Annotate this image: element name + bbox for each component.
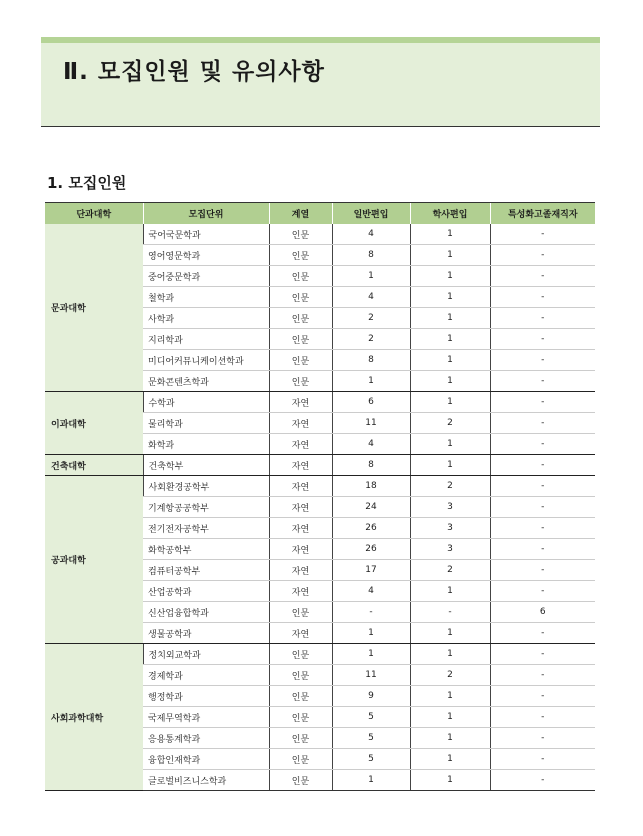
general-transfer-count: 1 — [332, 770, 410, 791]
vocational-worker-count: - — [490, 560, 595, 581]
track: 인문 — [269, 266, 332, 287]
vocational-worker-count: - — [490, 287, 595, 308]
track: 자연 — [269, 539, 332, 560]
table-row — [45, 392, 595, 413]
vocational-worker-count: - — [490, 665, 595, 686]
bachelor-transfer-count: 1 — [410, 707, 490, 728]
bachelor-transfer-count: 1 — [410, 623, 490, 644]
track: 자연 — [269, 455, 332, 476]
unit-name: 미디어커뮤니케이션학과 — [143, 350, 269, 371]
bachelor-transfer-count: 1 — [410, 371, 490, 392]
vocational-worker-count: - — [490, 371, 595, 392]
general-transfer-count: - — [332, 602, 410, 623]
column-header: 모집단위 — [143, 203, 269, 225]
unit-name: 사학과 — [143, 308, 269, 329]
unit-name: 화학공학부 — [143, 539, 269, 560]
unit-name: 융합인재학과 — [143, 749, 269, 770]
vocational-worker-count: - — [490, 455, 595, 476]
general-transfer-count: 5 — [332, 728, 410, 749]
bachelor-transfer-count: 1 — [410, 224, 490, 245]
section-title: 1. 모집인원 — [47, 174, 127, 192]
table-row — [45, 644, 595, 665]
vocational-worker-count: 6 — [490, 602, 595, 623]
general-transfer-count: 2 — [332, 308, 410, 329]
vocational-worker-count: - — [490, 623, 595, 644]
track: 인문 — [269, 728, 332, 749]
vocational-worker-count: - — [490, 728, 595, 749]
vocational-worker-count: - — [490, 434, 595, 455]
unit-name: 철학과 — [143, 287, 269, 308]
general-transfer-count: 1 — [332, 371, 410, 392]
column-header: 단과대학 — [45, 203, 143, 225]
general-transfer-count: 1 — [332, 644, 410, 665]
track: 인문 — [269, 350, 332, 371]
bachelor-transfer-count: 1 — [410, 308, 490, 329]
unit-name: 신산업융합학과 — [143, 602, 269, 623]
unit-name: 정치외교학과 — [143, 644, 269, 665]
track: 인문 — [269, 371, 332, 392]
general-transfer-count: 26 — [332, 539, 410, 560]
bachelor-transfer-count: 2 — [410, 413, 490, 434]
table-row — [45, 224, 595, 245]
unit-name: 전기전자공학부 — [143, 518, 269, 539]
track: 자연 — [269, 476, 332, 497]
vocational-worker-count: - — [490, 392, 595, 413]
table-body — [45, 224, 595, 791]
college-name: 사회과학대학 — [45, 644, 143, 791]
table-header-row — [45, 203, 595, 225]
column-header: 특성화고졸재직자 — [490, 203, 595, 225]
bachelor-transfer-count: 1 — [410, 434, 490, 455]
general-transfer-count: 1 — [332, 623, 410, 644]
bachelor-transfer-count: 2 — [410, 665, 490, 686]
general-transfer-count: 4 — [332, 224, 410, 245]
general-transfer-count: 4 — [332, 581, 410, 602]
unit-name: 국제무역학과 — [143, 707, 269, 728]
track: 자연 — [269, 497, 332, 518]
general-transfer-count: 6 — [332, 392, 410, 413]
bachelor-transfer-count: - — [410, 602, 490, 623]
unit-name: 글로벌비즈니스학과 — [143, 770, 269, 791]
vocational-worker-count: - — [490, 224, 595, 245]
vocational-worker-count: - — [490, 518, 595, 539]
unit-name: 사회환경공학부 — [143, 476, 269, 497]
track: 인문 — [269, 287, 332, 308]
unit-name: 영어영문학과 — [143, 245, 269, 266]
bachelor-transfer-count: 1 — [410, 287, 490, 308]
bachelor-transfer-count: 1 — [410, 266, 490, 287]
track: 인문 — [269, 749, 332, 770]
track: 자연 — [269, 623, 332, 644]
vocational-worker-count: - — [490, 644, 595, 665]
vocational-worker-count: - — [490, 329, 595, 350]
bachelor-transfer-count: 1 — [410, 245, 490, 266]
track: 자연 — [269, 518, 332, 539]
column-header: 일반편입 — [332, 203, 410, 225]
bachelor-transfer-count: 1 — [410, 350, 490, 371]
vocational-worker-count: - — [490, 770, 595, 791]
chapter-title: Ⅱ. 모집인원 및 유의사항 — [63, 59, 325, 85]
track: 인문 — [269, 329, 332, 350]
track: 인문 — [269, 224, 332, 245]
unit-name: 수학과 — [143, 392, 269, 413]
bachelor-transfer-count: 2 — [410, 476, 490, 497]
unit-name: 건축학부 — [143, 455, 269, 476]
general-transfer-count: 4 — [332, 434, 410, 455]
general-transfer-count: 9 — [332, 686, 410, 707]
general-transfer-count: 8 — [332, 455, 410, 476]
track: 인문 — [269, 707, 332, 728]
college-name: 이과대학 — [45, 392, 143, 455]
unit-name: 컴퓨터공학부 — [143, 560, 269, 581]
general-transfer-count: 1 — [332, 266, 410, 287]
general-transfer-count: 2 — [332, 329, 410, 350]
unit-name: 문화콘텐츠학과 — [143, 371, 269, 392]
track: 자연 — [269, 434, 332, 455]
vocational-worker-count: - — [490, 686, 595, 707]
bachelor-transfer-count: 1 — [410, 686, 490, 707]
vocational-worker-count: - — [490, 413, 595, 434]
general-transfer-count: 11 — [332, 413, 410, 434]
unit-name: 기계항공공학부 — [143, 497, 269, 518]
bachelor-transfer-count: 1 — [410, 644, 490, 665]
bachelor-transfer-count: 2 — [410, 560, 490, 581]
track: 자연 — [269, 581, 332, 602]
bachelor-transfer-count: 3 — [410, 518, 490, 539]
unit-name: 응용통계학과 — [143, 728, 269, 749]
unit-name: 물리학과 — [143, 413, 269, 434]
general-transfer-count: 4 — [332, 287, 410, 308]
column-header: 계열 — [269, 203, 332, 225]
bachelor-transfer-count: 1 — [410, 749, 490, 770]
vocational-worker-count: - — [490, 539, 595, 560]
unit-name: 산업공학과 — [143, 581, 269, 602]
bachelor-transfer-count: 1 — [410, 581, 490, 602]
unit-name: 경제학과 — [143, 665, 269, 686]
vocational-worker-count: - — [490, 476, 595, 497]
vocational-worker-count: - — [490, 497, 595, 518]
bachelor-transfer-count: 1 — [410, 455, 490, 476]
track: 인문 — [269, 686, 332, 707]
general-transfer-count: 18 — [332, 476, 410, 497]
general-transfer-count: 17 — [332, 560, 410, 581]
track: 자연 — [269, 560, 332, 581]
unit-name: 지리학과 — [143, 329, 269, 350]
vocational-worker-count: - — [490, 350, 595, 371]
track: 인문 — [269, 644, 332, 665]
general-transfer-count: 8 — [332, 350, 410, 371]
bachelor-transfer-count: 1 — [410, 770, 490, 791]
table-row — [45, 455, 595, 476]
college-name: 문과대학 — [45, 224, 143, 392]
bachelor-transfer-count: 3 — [410, 539, 490, 560]
track: 인문 — [269, 308, 332, 329]
unit-name: 중어중문학과 — [143, 266, 269, 287]
table-row — [45, 476, 595, 497]
college-name: 공과대학 — [45, 476, 143, 644]
vocational-worker-count: - — [490, 308, 595, 329]
unit-name: 행정학과 — [143, 686, 269, 707]
track: 인문 — [269, 245, 332, 266]
unit-name: 화학과 — [143, 434, 269, 455]
general-transfer-count: 5 — [332, 707, 410, 728]
track: 자연 — [269, 392, 332, 413]
unit-name: 생물공학과 — [143, 623, 269, 644]
general-transfer-count: 11 — [332, 665, 410, 686]
vocational-worker-count: - — [490, 707, 595, 728]
column-header: 학사편입 — [410, 203, 490, 225]
college-name: 건축대학 — [45, 455, 143, 476]
bachelor-transfer-count: 1 — [410, 392, 490, 413]
vocational-worker-count: - — [490, 266, 595, 287]
track: 인문 — [269, 770, 332, 791]
bachelor-transfer-count: 3 — [410, 497, 490, 518]
bachelor-transfer-count: 1 — [410, 728, 490, 749]
recruitment-table — [45, 202, 595, 791]
track: 인문 — [269, 602, 332, 623]
general-transfer-count: 8 — [332, 245, 410, 266]
track: 인문 — [269, 665, 332, 686]
general-transfer-count: 5 — [332, 749, 410, 770]
unit-name: 국어국문학과 — [143, 224, 269, 245]
bachelor-transfer-count: 1 — [410, 329, 490, 350]
chapter-header — [41, 37, 600, 127]
track: 자연 — [269, 413, 332, 434]
vocational-worker-count: - — [490, 581, 595, 602]
vocational-worker-count: - — [490, 245, 595, 266]
general-transfer-count: 24 — [332, 497, 410, 518]
vocational-worker-count: - — [490, 749, 595, 770]
general-transfer-count: 26 — [332, 518, 410, 539]
